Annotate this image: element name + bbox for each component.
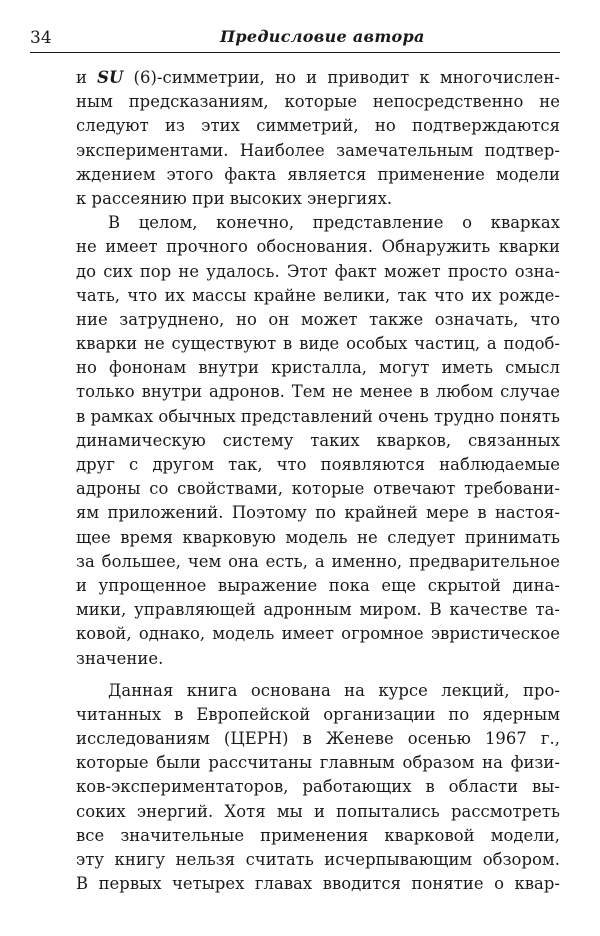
text-line: друг с другом так, что появляются наблюдаемые	[76, 455, 560, 474]
running-title: Предисловие автора	[220, 27, 425, 46]
text-line: ям приложений. Поэтому по крайней мере в настоя-	[76, 503, 560, 523]
text-line: только внутри адронов. Тем не менее в любом случае	[76, 382, 560, 402]
text-line: к рассеянию при высоких энергиях.	[76, 188, 393, 208]
text-line: кварки не существуют в виде особых частиц, а подоб-	[76, 334, 560, 354]
body-text	[76, 66, 560, 896]
text-line: за большее, чем она есть, а именно, предварительное	[76, 551, 560, 571]
text-line: и SU (6)-симметрии, но и приводит к многочислен-	[76, 68, 560, 87]
text-line: эту книгу нельзя считать исчерпывающим обзором.	[76, 850, 560, 869]
paragraph-gap	[76, 671, 560, 679]
text-line: в рамках обычных представлений очень трудно понять	[76, 406, 560, 426]
text-line: ным предсказаниям, которые непосредственно не	[76, 92, 560, 112]
text-line: ковой, однако, модель имеет огромное эвристическое	[76, 624, 560, 644]
paragraph	[76, 66, 560, 211]
text-line: мики, управляющей адронным миром. В качестве та-	[76, 600, 560, 620]
text-line: следуют из этих симметрий, но подтверждаются	[76, 116, 560, 136]
text-line: значение.	[76, 648, 164, 668]
text-line: не имеет прочного обоснования. Обнаружить кварки	[76, 237, 560, 257]
text-line: до сих пор не удалось. Этот факт может просто озна-	[76, 261, 560, 281]
text-line: все значительные применения кварковой модели,	[76, 825, 560, 845]
text-line: экспериментами. Наиболее замечательным подтвер-	[76, 140, 560, 160]
text-line: динамическую систему таких кварков, связанных	[76, 430, 560, 450]
page-number: 34	[30, 28, 52, 48]
text-line: щее время кварковую модель не следует принимать	[76, 527, 560, 547]
text-line: адроны со свойствами, которые отвечают требовани-	[76, 479, 560, 499]
text-line: ждением этого факта является применение модели	[76, 164, 560, 184]
page-header	[30, 26, 560, 53]
text-line: ние затруднено, но он может также означать, что	[76, 309, 560, 329]
text-line: соких энергий. Хотя мы и попытались рассмотреть	[76, 801, 560, 821]
text-line: исследованиям (ЦЕРН) в Женеве осенью 1967 г.,	[76, 729, 560, 749]
paragraph	[76, 679, 560, 897]
text-line: Данная книга основана на курсе лекций, про-	[108, 680, 560, 700]
text-line: ков-экспериментаторов, работающих в области вы-	[76, 777, 560, 797]
paragraph	[76, 211, 560, 671]
text-line: которые были рассчитаны главным образом на физи-	[76, 753, 560, 773]
text-line: чать, что их массы крайне велики, так что их рожде-	[76, 285, 560, 305]
text-line: В первых четырех главах вводится понятие о квар-	[76, 874, 560, 894]
text-line: но фононам внутри кристалла, могут иметь смысл	[76, 358, 560, 378]
text-line: В целом, конечно, представление о кварках	[108, 213, 560, 233]
text-line: и упрощенное выражение пока еще скрытой дина-	[76, 575, 560, 595]
text-line: читанных в Европейской организации по ядерным	[76, 704, 560, 724]
